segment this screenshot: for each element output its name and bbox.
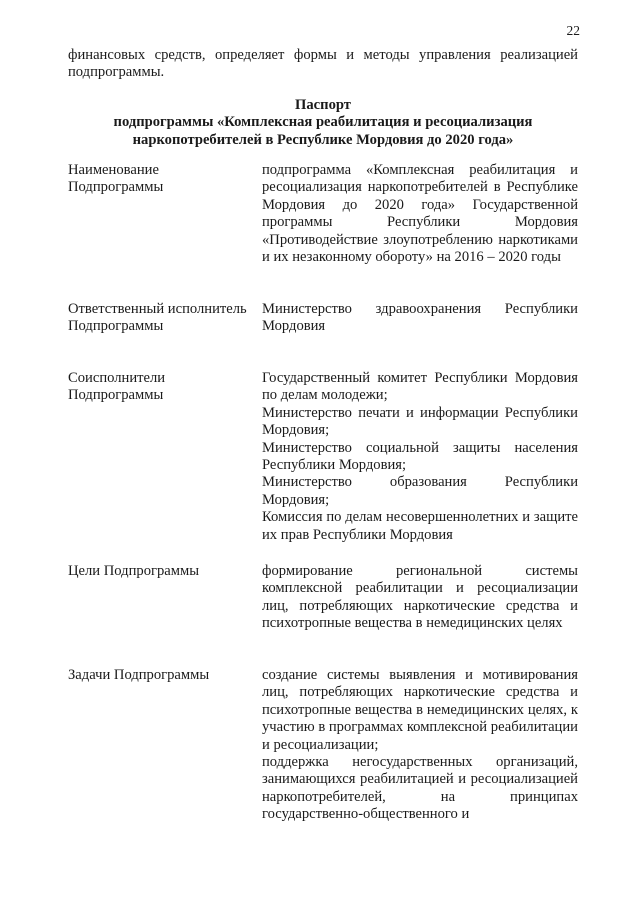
value-item: Комиссия по делам несовершеннолетних и защите их прав Республики Мордовия: [262, 509, 578, 543]
value-item: поддержка негосударственных организаций, занимающихся реабилитацией и ресоциализацией наркопотребителей, на принципах государственно-общественного и: [262, 754, 578, 823]
row-label: Ответственный исполнитель Подпрограммы: [68, 301, 247, 335]
row-value: [262, 667, 578, 824]
title-line: подпрограммы «Комплексная реабилитация и ресоциализация: [113, 114, 533, 131]
value-item: Министерство печати и информации Республики Мордовия;: [262, 404, 578, 439]
page-number: 22: [566, 23, 580, 38]
value-item: Министерство социальной защиты населения Республики Мордовия;: [262, 439, 578, 474]
value-item: Министерство образования Республики Мордовия;: [262, 474, 578, 508]
value-item: Министерство здравоохранения Республики Мордовия: [262, 301, 578, 335]
value-item: создание системы выявления и мотивирования лиц, потребляющих наркотические средства и психотропные вещества в немедицинских целях, к участию в программах комплексной реабилитации и ресоциализации;: [262, 667, 578, 753]
value-item: Государственный комитет Республики Мордовия по делам молодежи;: [262, 370, 578, 404]
row-value: [262, 563, 578, 633]
row-value: [262, 301, 578, 336]
row-value: [262, 370, 578, 544]
row-label: Соисполнители Подпрограммы: [68, 370, 166, 404]
title-line: Паспорт: [295, 97, 351, 113]
row-value: [262, 162, 578, 266]
row-label: Цели Подпрограммы: [68, 563, 200, 579]
passport-title: [68, 97, 578, 149]
row-label: Задачи Подпрограммы: [68, 667, 210, 683]
row-label: Наименование Подпрограммы: [68, 162, 164, 196]
value-item: формирование региональной системы комплексной реабилитации и ресоциализации лиц, потребляющих наркотические средства и психотропные вещества в немедицинских целях: [262, 563, 578, 632]
value-item: подпрограмма «Комплексная реабилитация и ресоциализация наркопотребителей в Республике Мордовия до 2020 года» Государственной программы Республики Мордовия «Противодействие злоупотреблению наркотиками и их незаконному обороту» на 2016 – 2020 годы: [262, 162, 578, 266]
title-line: наркопотребителей в Республике Мордовия до 2020 года»: [132, 131, 514, 148]
intro-paragraph: финансовых средств, определяет формы и методы управления реализацией подпрограммы.: [68, 47, 578, 81]
